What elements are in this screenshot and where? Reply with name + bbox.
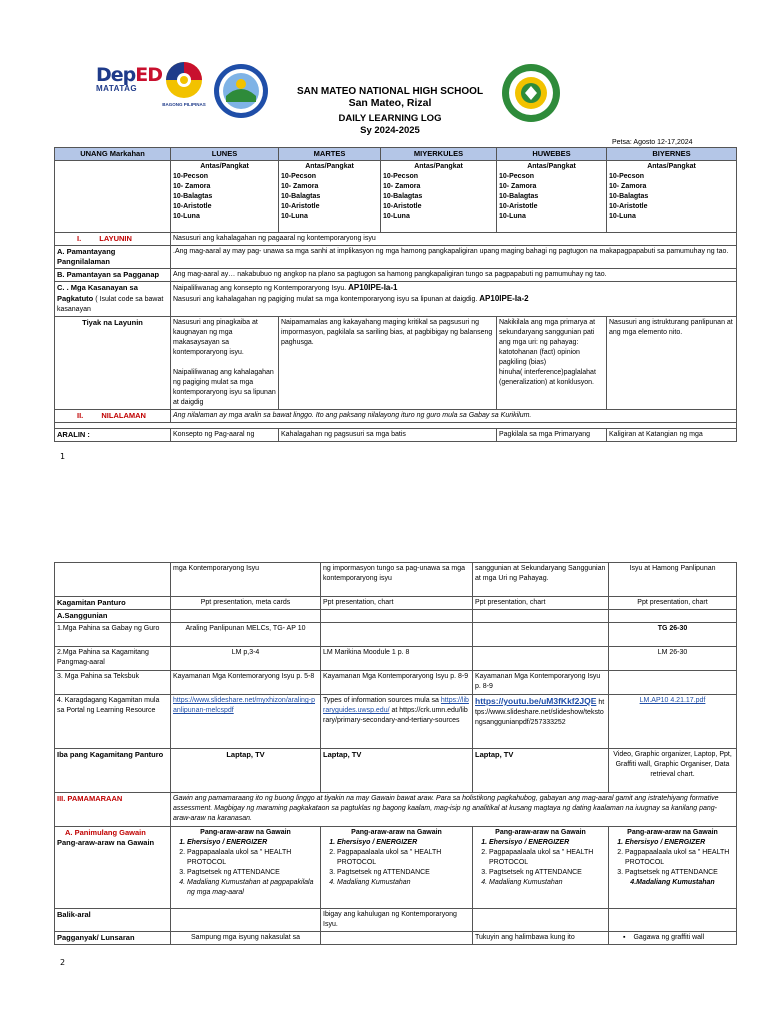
kagamitang-biyernes: LM 26-30 [609,647,737,671]
pamantayang-row [55,246,737,269]
section-item: 10-Pecson [173,173,209,180]
pagganyak-huwebes: Tukuyin ang halimbawa kung ito [473,932,609,945]
kasanayan-note: ( Isulat code sa bawat kasanayan [57,296,164,313]
kagamitan-lunes: Ppt presentation, meta cards [171,597,321,610]
section-item: 10-Luna [499,213,526,220]
tiyak-lunes: Nasusuri ang pinagkaiba at kaugnayan ng mga makasaysayan sa kontemporaryong isyu. Naipaliliwanag ang kahalagahan ng pagiging mulat sa mga kontemporaryong isyu sa lipunan at daigdig [171,317,279,410]
section-item: 10-Aristotle [383,203,422,210]
kagamitang-martes: LM Marikina Moodule 1 p. 8 [321,647,473,671]
section-item: 10-Balagtas [609,193,649,200]
karagdagang-label: 4. Karagdagang Kagamitan mula sa Portal ng Learning Resource [55,695,171,749]
section-item: 10-Luna [383,213,410,220]
layunin-text: Nasusuri ang kahalagahan ng pagaaral ng kontemporaryong isyu [171,233,737,246]
section-item: 10-Pecson [499,173,535,180]
kasanayan-code-2: AP10IPE-Ia-2 [479,294,529,303]
section-item: 10- Zamora [281,183,319,190]
gawain-martes [321,827,473,909]
kagamitan-biyernes: Ppt presentation, chart [609,597,737,610]
panimulang-row [55,827,737,909]
day-header-lunes: LUNES [171,148,279,161]
kagamitan-huwebes: Ppt presentation, chart [473,597,609,610]
balik-lunes [171,909,321,932]
iba-huwebes: Laptap, TV [473,749,609,793]
gabay-biyernes: TG 26-30 [609,623,737,647]
balik-label: Balik-aral [55,909,171,932]
gawain-title: Pang-araw-araw na Gawain [495,829,586,836]
resource-link-huwebes [473,695,609,749]
gawain-item: 3. Pagtsetsek ng ATTENDANCE [489,868,606,878]
day-header-row [55,148,737,161]
iba-martes: Laptap, TV [321,749,473,793]
pagganyak-row [55,932,737,945]
aralin-label: ARALIN : [55,429,171,442]
teksbuk-huwebes: Kayamanan Mga Kontemporaryong Isyu p. 8-9 [473,671,609,695]
antas-label: Antas/Pangkat [647,163,696,170]
teksbuk-martes: Kayamanan Mga Kontemporaryong Isyu p. 8-9 [321,671,473,695]
kagamitan-label: Kagamitan Panturo [55,597,171,610]
section-item: 10-Balagtas [173,193,213,200]
section-item: 10- Zamora [173,183,211,190]
tiyak-huwebes: Nakikilala ang mga primarya at sekundaryang sanggunian pati ang mga uri: ng pahayag: katotohanan (fact) opinion pagkiling (bias) hinuha( interference)paglalahat (generalization) at konklusyon. [497,317,607,410]
section-item: 10-Aristotle [609,203,648,210]
gawain-item: 1. Ehersisyo / ENERGIZER [625,838,734,848]
section-list [383,172,494,222]
quarter-header: UNANG Markahan [55,148,171,161]
aralin-huwebes: Pagkilala sa mga Primaryang [497,429,607,442]
kagamitang-lunes: LM p,3-4 [171,647,321,671]
gawain-item: 3. Pagtsetsek ng ATTENDANCE [187,868,318,878]
gawain-item: 2. Pagpapaalaala ukol sa " HEALTH PROTOCOL [187,848,318,868]
layunin-label [55,233,171,246]
aralin-cont-martes: ng impormasyon tungo sa pag-unawa sa mga kontemporaryong isyu [321,563,473,597]
pagganap-label: B. Pamantayan sa Pagganap [55,269,171,282]
panimulang-label-text: A. Panimulang Gawain [65,828,146,837]
sections-row [55,161,737,233]
gabay-martes [321,623,473,647]
sections-cell [497,161,607,233]
log-title [270,113,510,137]
pamamaraan-label: III. PAMAMARAAN [55,793,171,827]
layunin-label-text: LAYUNIN [99,234,132,243]
aralin-lunes: Konsepto ng Pag-aaral ng [171,429,279,442]
day-header-biyernes: BIYERNES [607,148,737,161]
layunin-row [55,233,737,246]
antas-label: Antas/Pangkat [414,163,463,170]
kagamitang-label: 2.Mga Pahina sa Kagamitang Pangmag-aaral [55,647,171,671]
nilalaman-label [55,410,171,423]
pamantayang-text: .Ang mag-aaral ay may pag- unawa sa mga sanhi at implikasyon ng mga hamong pangkapaligiran upang maging bahagi ng pagtugon na makapagpapabuti sa pamumuhay ng tao. [171,246,737,269]
sections-cell [607,161,737,233]
gawain-item: 2. Pagpapaalaala ukol sa " HEALTH PROTOCOL [337,848,470,868]
gawain-item: 4. Madaliang Kumustahan at pagpapakilala ng mga mag-aaral [187,878,318,898]
resource-link-2[interactable]: https://libraryguides.uwsp.edu/ [323,697,469,714]
gabay-row [55,623,737,647]
pamantayang-label: A. Pamantayang Pangnilalaman [55,246,171,269]
iba-label: Iba pang Kagamitang Panturo [55,749,171,793]
section-item: 10- Zamora [499,183,537,190]
sanggunian-row [55,610,737,623]
balik-row [55,909,737,932]
section-item: 10-Luna [173,213,200,220]
gawain-list [323,838,470,888]
balik-martes: Ibigay ang kahulugan ng Kontemporaryong Isyu. [321,909,473,932]
gawain-item: 1. Ehersisyo / ENERGIZER [187,838,318,848]
gawain-lunes [171,827,321,909]
page-one [0,0,768,480]
gabay-label: 1.Mga Pahina sa Gabay ng Guro [55,623,171,647]
resource-link-martes [321,695,473,749]
aralin-cont-biyernes: Isyu at Hamong Panlipunan [609,563,737,597]
section-item: 10-Balagtas [499,193,539,200]
section-list [281,172,378,222]
division-seal-icon [212,62,270,120]
pagganyak-label: Pagganyak/ Lunsaran [55,932,171,945]
kagamitan-martes: Ppt presentation, chart [321,597,473,610]
gabay-lunes: Araling Panlipunan MELCs, TG- AP 10 [171,623,321,647]
gawain-huwebes [473,827,609,909]
resource-link-1[interactable]: https://www.slideshare.net/myxhizon/araling-panlipunan-melcspdf [173,697,316,714]
gawain-item: 3. Pagtsetsek ng ATTENDANCE [337,868,470,878]
aralin-row [55,429,737,442]
section-list [499,172,604,222]
nilalaman-row [55,410,737,423]
resource-link-3[interactable]: https://youtu.be/uM3fKkf2JQE [475,696,597,706]
tiyak-biyernes: Nasusuri ang istrukturang panlipunan at ang mga elemento nito. [607,317,737,410]
pagganyak-biyernes-text: Gagawa ng graffiti wall [633,934,705,941]
sanggunian-label: A.Sanggunian [55,610,171,623]
balik-huwebes [473,909,609,932]
iba-row [55,749,737,793]
sections-cell [381,161,497,233]
panimulang-label [55,827,171,909]
gawain-title: Pang-araw-araw na Gawain [351,829,442,836]
resource-link-2-pre: Types of information sources mula sa [323,697,439,704]
tiyak-martes: Naipamamalas ang kakayahang maging kritikal sa pagsusuri ng impormasyon, pagkilala sa sariling bias, at pagbibigay ng balanseng paghusga. [279,317,497,410]
section-item: 10-Pecson [281,173,317,180]
gawain-list [173,838,318,898]
aralin-cont-row [55,563,737,597]
deped-logo-text-a: Dep [96,64,136,86]
tiyak-label: Tiyak na Layunin [55,317,171,410]
school-name-text: SAN MATEO NATIONAL HIGH SCHOOL [296,86,484,97]
kasanayan-line-2: Nasusuri ang kahalagahan ng pagiging mulat sa mga kontemporaryong isyu sa lipunan at daigdig. [173,296,478,303]
gawain-last: 4.Madaliang Kumustahan [630,879,715,886]
panimulang-sub: Pang-araw-araw na Gawain [57,838,155,847]
nilalaman-label-text: NILALAMAN [101,411,146,420]
day-header-martes: MARTES [279,148,381,161]
school-year: Sy 2024-2025 [360,125,420,136]
resource-link-2-post: at https://crk.umn.edu/library/primary-secondary-and-tertiary-sources [323,707,468,724]
teksbuk-lunes: Kayamanan Mga Kontemoraryong Isyu p. 5-8 [171,671,321,695]
aralin-martes: Kahalagahan ng pagsusuri sa mga batis [279,429,497,442]
gawain-title: Pang-araw-araw na Gawain [200,829,291,836]
section-item: 10-Balagtas [281,193,321,200]
kagamitan-row [55,597,737,610]
sections-cell [171,161,279,233]
pagganyak-lunes: Sampung mga isyung nakasulat sa [171,932,321,945]
bullet-icon: ▪ [623,934,626,941]
date-label: Petsa: Agosto 12-17,2024 [612,139,693,146]
pamamaraan-text: Gawin ang pamamaraang ito ng buong linggo at tiyakin na may Gawain bawat araw. Para sa holistikong pagkahubog, gabayan ang mag-aaral gamit ang istratehiyang formative assessment. Magbigay ng maraming pagkakataon sa pagtuklas ng bagong kaalam, mag-isip ng analitikal at kusang magtaya ng dating kaalaman na iuugnay sa kanilang pang-araw-araw na karanasan. [171,793,737,827]
iba-biyernes: Video, Graphic organizer, Laptop, Ppt, Graffiti wall, Graphic Organiser, Data retrieval chart. [609,749,737,793]
section-item: 10-Pecson [383,173,419,180]
school-name [270,86,510,109]
pagganap-row [55,269,737,282]
kagamitang-huwebes [473,647,609,671]
karagdagang-row [55,695,737,749]
section-list [609,172,734,222]
kasanayan-text [171,282,737,317]
day-header-huwebes: HUWEBES [497,148,607,161]
section-item: 10-Aristotle [173,203,212,210]
aralin-biyernes: Kaligiran at Katangian ng mga [607,429,737,442]
section-list [173,172,276,222]
bagong-pilipinas-label: BAGONG PILIPINAS [162,102,206,107]
dll-table-page2 [54,562,737,945]
aralin-cont-huwebes: sanggunian at Sekundaryang Sanggunian at mga Uri ng Pahayag. [473,563,609,597]
page-number-2: 2 [60,958,66,967]
gawain-list [475,838,606,888]
resource-link-4[interactable]: LM.AP10 4.21.17.pdf [639,697,706,704]
kasanayan-row [55,282,737,317]
section-item: 10-Aristotle [499,203,538,210]
antas-label: Antas/Pangkat [200,163,249,170]
section-item: 10-Aristotle [281,203,320,210]
deped-logo [96,64,163,93]
antas-label: Antas/Pangkat [527,163,576,170]
section-item: 10-Pecson [609,173,645,180]
bagong-pilipinas-logo [160,58,208,108]
log-title-text: DAILY LEARNING LOG [338,113,442,124]
nilalaman-text: Ang nilalaman ay mga aralin sa bawat linggo. Ito ang paksang nilalayong ituro ng guro mula sa Gabay sa Kurikilum. [171,410,737,423]
kasanayan-code-1: AP10IPE-Ia-1 [348,283,398,292]
gawain-item: 4. Madaliang Kumustahan [337,878,470,888]
teksbuk-label: 3. Mga Pahina sa Teksbuk [55,671,171,695]
pagganyak-martes [321,932,473,945]
pagganap-text: Ang mag-aaral ay… nakabubuo ng angkop na plano sa pagtugon sa hamong pangkapaligiran tungo sa pagpapabuti ng pamumuhay ng tao. [171,269,737,282]
page-number-1: 1 [60,452,66,461]
iba-lunes: Laptap, TV [171,749,321,793]
resource-link-3-post: https://www.slideshare.net/slideshow/tekstongsanggunianpdf/257333252 [475,699,605,726]
section-item: 10-Luna [281,213,308,220]
dll-table-page1 [54,147,737,442]
gawain-list [611,838,734,878]
gawain-item: 1. Ehersisyo / ENERGIZER [489,838,606,848]
section-item: 10-Balagtas [383,193,423,200]
gawain-biyernes [609,827,737,909]
pamamaraan-row [55,793,737,827]
kasanayan-line-1: Naipaliliwanag ang konsepto ng Kontemporaryong Isyu. [173,285,347,292]
matatag-label: MATATAG [96,84,138,93]
tiyak-row [55,317,737,410]
sections-cell [279,161,381,233]
gawain-item: 2. Pagpapaalaala ukol sa " HEALTH PROTOCOL [489,848,606,868]
deped-logo-text-b: ED [135,64,163,86]
kasanayan-label [55,282,171,317]
nilalaman-num: II. [77,411,84,420]
section-item: 10-Luna [609,213,636,220]
layunin-num: I. [77,234,82,243]
antas-label: Antas/Pangkat [305,163,354,170]
gabay-huwebes [473,623,609,647]
pagganyak-biyernes [609,932,737,945]
page-two [0,480,768,1024]
gawain-item: 1. Ehersisyo / ENERGIZER [337,838,470,848]
kagamitang-row [55,647,737,671]
balik-biyernes [609,909,737,932]
teksbuk-row [55,671,737,695]
section-item: 10- Zamora [383,183,421,190]
gawain-item: 3. Pagtsetsek ng ATTENDANCE [625,868,734,878]
gawain-item: 2. Pagpapaalaala ukol sa " HEALTH PROTOCOL [625,848,734,868]
gawain-item: 4. Madaliang Kumustahan [489,878,606,888]
section-item: 10- Zamora [609,183,647,190]
school-location: San Mateo, Rizal [348,97,432,109]
kasanayan-label-text: C. . Mga Kasanayan sa Pagkatuto [57,283,138,303]
day-header-miyerkules: MIYERKULES [381,148,497,161]
gawain-title: Pang-araw-araw na Gawain [627,829,718,836]
resource-link-lunes [171,695,321,749]
aralin-cont-lunes: mga Kontemporaryong Isyu [171,563,321,597]
teksbuk-biyernes [609,671,737,695]
resource-link-biyernes [609,695,737,749]
